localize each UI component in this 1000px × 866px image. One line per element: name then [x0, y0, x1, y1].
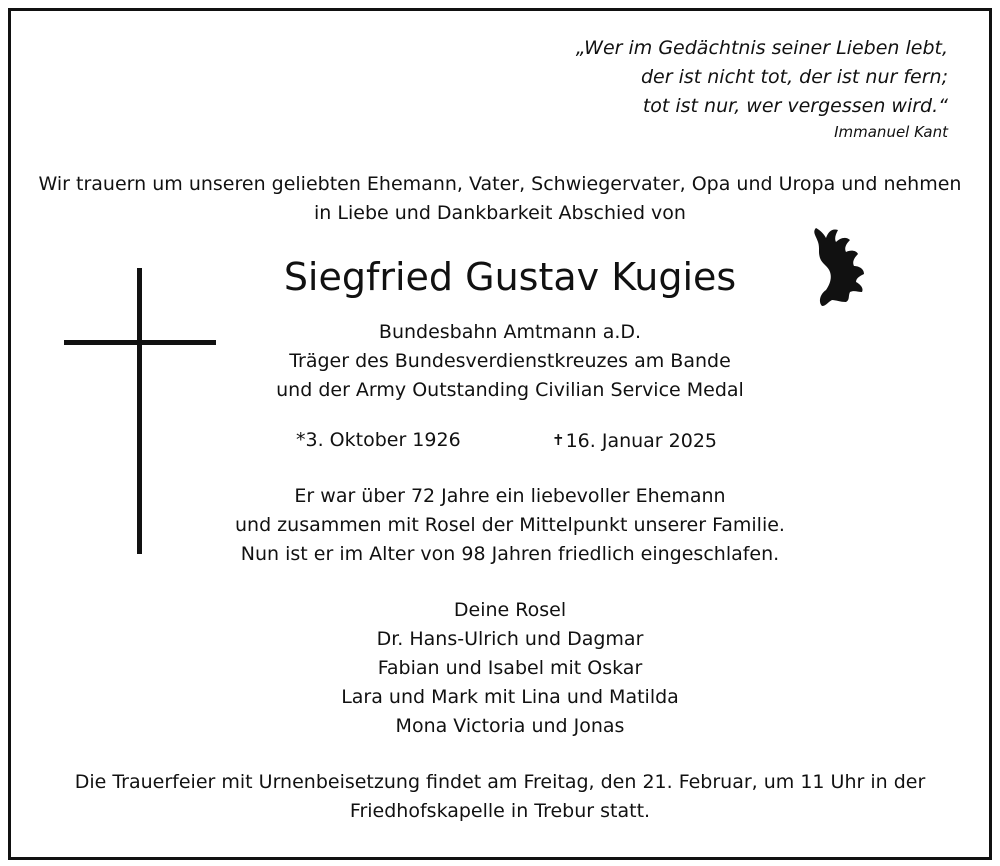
message-line: Er war über 72 Jahre ein liebevoller Ehemann — [294, 485, 726, 507]
family-member: Fabian und Isabel mit Oskar — [377, 657, 643, 679]
message-line: Nun ist er im Alter von 98 Jahren friedlich eingeschlafen. — [240, 543, 780, 565]
oak-leaf-icon — [808, 222, 876, 308]
death-date: 16. Januar 2025 — [565, 430, 718, 452]
intro-text — [20, 170, 980, 228]
family-list — [300, 596, 720, 741]
death-date-block — [552, 426, 717, 456]
birth-date: *3. Oktober 1926 — [296, 429, 461, 451]
service-line: Friedhofskapelle in Trebur statt. — [349, 800, 651, 822]
deceased-name: Siegfried Gustav Kugies — [283, 255, 737, 299]
service-line: Die Trauerfeier mit Urnenbeisetzung findet am Freitag, den 21. Februar, um 11 Uhr in der — [74, 771, 926, 793]
family-member: Deine Rosel — [453, 599, 567, 621]
intro-line: in Liebe und Dankbarkeit Abschied von — [314, 202, 686, 224]
message-line: und zusammen mit Rosel der Mittelpunkt unserer Familie. — [235, 514, 785, 536]
family-member: Dr. Hans-Ulrich und Dagmar — [376, 628, 644, 650]
family-member: Lara und Mark mit Lina und Matilda — [341, 686, 679, 708]
small-cross-icon: ✝ — [552, 431, 565, 449]
quote-line: tot ist nur, wer vergessen wird.“ — [642, 95, 948, 117]
deceased-titles — [200, 318, 820, 405]
title-line: Träger des Bundesverdienstkreuzes am Bande — [289, 350, 731, 372]
title-line: Bundesbahn Amtmann a.D. — [378, 321, 642, 343]
intro-line: Wir trauern um unseren geliebten Ehemann, Vater, Schwiegervater, Opa und Uropa und nehmen — [38, 173, 962, 195]
title-line: und der Army Outstanding Civilian Service Medal — [276, 379, 744, 401]
quote-line: „Wer im Gedächtnis seiner Lieben lebt, — [575, 37, 948, 59]
family-member: Mona Victoria und Jonas — [395, 715, 625, 737]
kant-quote — [576, 34, 948, 143]
memorial-message — [150, 482, 870, 569]
quote-author: Immanuel Kant — [834, 123, 948, 141]
quote-line: der ist nicht tot, der ist nur fern; — [640, 66, 948, 88]
funeral-service-info — [20, 768, 980, 826]
